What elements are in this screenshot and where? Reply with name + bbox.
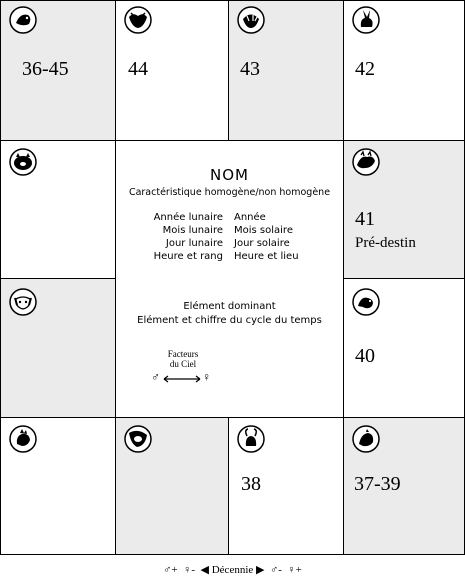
line-heure-rang: Heure et rang	[153, 251, 223, 262]
pig-icon	[8, 147, 38, 177]
female-symbol: ♀	[202, 370, 211, 384]
center-subtitle: Caractéristique homogène/non homogène	[128, 187, 331, 198]
line-mois-solaire: Mois solaire	[234, 225, 293, 236]
rabbit-icon	[351, 5, 381, 35]
facteurs-label	[158, 349, 208, 369]
male-symbol: ♂	[151, 370, 160, 384]
element-cycle: Elément et chiffre du cycle du temps	[137, 315, 322, 326]
snake-icon	[351, 287, 381, 317]
line-heure-lieu: Heure et lieu	[234, 251, 299, 262]
facteurs-line-2: du Ciel	[169, 359, 197, 369]
cell-right-2	[343, 278, 465, 418]
lunar-column	[124, 211, 223, 263]
cell-number: 44	[128, 58, 148, 80]
cell-number: 38	[241, 473, 261, 495]
cell-top-3	[228, 0, 344, 141]
cell-number: 42	[355, 58, 375, 80]
center-panel	[115, 140, 344, 418]
cell-left-2	[0, 278, 116, 418]
cell-number: 40	[355, 345, 375, 367]
cell-bottom-3	[228, 417, 344, 555]
dragon-icon	[351, 147, 381, 177]
cell-number: 37-39	[354, 473, 401, 495]
line-jour-lunaire: Jour lunaire	[165, 238, 223, 249]
facteurs-line-1: Facteurs	[167, 349, 199, 359]
double-arrow-icon	[163, 375, 201, 383]
horse-icon	[351, 424, 381, 454]
goat-icon	[236, 424, 266, 454]
ox-icon	[123, 5, 153, 35]
rat-icon	[8, 5, 38, 35]
cell-right-1	[343, 140, 465, 279]
cell-number: 43	[240, 58, 260, 80]
solar-column	[234, 211, 339, 263]
line-annee: Année	[234, 212, 266, 223]
element-dominant: Elément dominant	[183, 301, 276, 312]
cell-number: 41	[355, 208, 375, 230]
tiger-icon	[236, 5, 266, 35]
dog-icon	[8, 287, 38, 317]
cell-top-4	[343, 0, 465, 141]
line-jour-solaire: Jour solaire	[234, 238, 290, 249]
center-title: NOM	[210, 166, 249, 184]
cell-subtitle: Pré-destin	[355, 235, 416, 251]
line-mois-lunaire: Mois lunaire	[162, 225, 223, 236]
cell-bottom-2	[115, 417, 229, 555]
cell-number: 36-45	[22, 58, 69, 80]
decennie-legend: ♂+ ♀- ◀ Décennie ▶ ♂- ♀+	[163, 564, 302, 576]
monkey-icon	[123, 424, 153, 454]
rooster-icon	[8, 424, 38, 454]
cell-top-1	[0, 0, 116, 141]
cell-bottom-4	[343, 417, 465, 555]
cell-top-2	[115, 0, 229, 141]
cell-bottom-1	[0, 417, 116, 555]
cell-left-1	[0, 140, 116, 279]
line-annee-lunaire: Année lunaire	[153, 212, 223, 223]
